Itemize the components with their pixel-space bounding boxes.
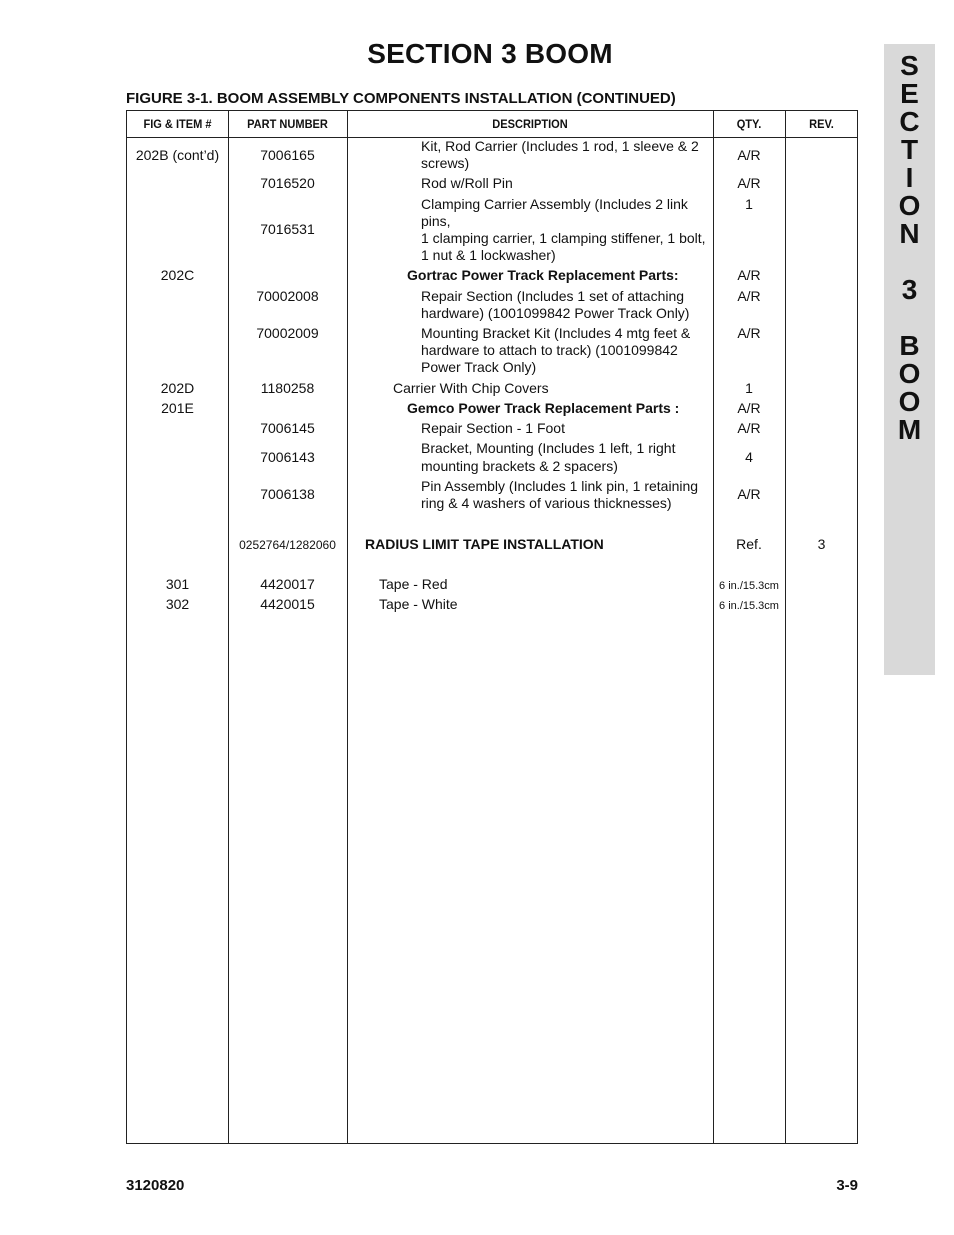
tab-letter: I xyxy=(905,162,914,193)
page-title: SECTION 3 BOOM xyxy=(367,38,613,69)
column-divider xyxy=(228,111,229,1143)
row-qty: A/R xyxy=(737,325,761,341)
row-desc-line: Kit, Rod Carrier (Includes 1 rod, 1 sleeve & 2 xyxy=(421,138,699,154)
row-qty: A/R xyxy=(737,267,761,283)
row-desc-line: 1 clamping carrier, 1 clamping stiffener, 1 bolt, xyxy=(421,230,706,246)
row-qty: A/R xyxy=(737,288,761,304)
tab-letter: S xyxy=(900,50,919,81)
row-desc-line: Tape - White xyxy=(379,596,458,612)
row-qty: 1 xyxy=(745,380,753,396)
row-qty: 1 xyxy=(745,196,753,212)
row-fig: 202D xyxy=(160,380,195,396)
row-desc-line: mounting brackets & 2 spacers) xyxy=(421,458,618,474)
row-qty: Ref. xyxy=(736,536,762,552)
row-part: 4420017 xyxy=(260,576,315,592)
row-desc-line: Carrier With Chip Covers xyxy=(393,380,549,396)
column-divider xyxy=(785,111,786,1143)
figure-caption: FIGURE 3-1. BOOM ASSEMBLY COMPONENTS INSTALLATION (CONTINUED) xyxy=(126,90,676,107)
header-desc: DESCRIPTION xyxy=(492,117,568,131)
row-desc-line: ring & 4 washers of various thicknesses) xyxy=(421,495,672,511)
page-number: 3-9 xyxy=(836,1177,858,1194)
row-qty: A/R xyxy=(737,420,761,436)
row-desc-line: Repair Section - 1 Foot xyxy=(421,420,565,436)
row-part: 70002009 xyxy=(256,325,319,341)
row-part: 7016520 xyxy=(260,175,315,191)
row-qty: A/R xyxy=(737,147,761,163)
row-desc-line: Tape - Red xyxy=(379,576,448,592)
tab-letter: 3 xyxy=(901,274,918,305)
row-desc-line: screws) xyxy=(421,155,470,171)
row-qty: A/R xyxy=(737,175,761,191)
row-fig: 301 xyxy=(165,576,190,592)
tab-letter: O xyxy=(898,190,921,221)
row-part: 7006138 xyxy=(260,486,315,502)
tab-letter: M xyxy=(897,414,922,445)
header-part: PART NUMBER xyxy=(247,117,328,131)
tab-letter: T xyxy=(900,134,919,165)
header-fig: FIG & ITEM # xyxy=(143,117,212,131)
row-fig: 201E xyxy=(161,400,194,416)
row-part: 70002008 xyxy=(256,288,319,304)
row-desc-line: Mounting Bracket Kit (Includes 4 mtg feet & xyxy=(421,325,691,341)
column-divider xyxy=(713,111,714,1143)
tab-letter: O xyxy=(898,358,921,389)
row-part: 1180258 xyxy=(260,380,315,396)
row-desc-line: hardware to attach to track) (1001099842 xyxy=(421,342,678,358)
document-number: 3120820 xyxy=(126,1177,185,1194)
row-desc-line: Power Track Only) xyxy=(421,359,537,375)
row-part: 7016531 xyxy=(260,221,315,237)
row-desc-line: 1 nut & 1 lockwasher) xyxy=(421,247,556,263)
row-qty: A/R xyxy=(737,400,761,416)
row-fig: 202B (cont’d) xyxy=(135,147,220,163)
tab-letter: O xyxy=(898,386,921,417)
row-qty: 4 xyxy=(745,449,753,465)
row-desc-line: Bracket, Mounting (Includes 1 left, 1 right xyxy=(421,440,676,456)
row-qty: A/R xyxy=(737,486,761,502)
column-divider xyxy=(347,111,348,1143)
header-qty: QTY. xyxy=(736,117,762,131)
row-part: 7006145 xyxy=(260,420,315,436)
row-desc-line: Gortrac Power Track Replacement Parts: xyxy=(407,267,679,283)
row-part: 7006165 xyxy=(260,147,315,163)
header-rev: REV. xyxy=(809,117,834,131)
row-desc-line: Clamping Carrier Assembly (Includes 2 link xyxy=(421,196,688,212)
row-desc-line: Pin Assembly (Includes 1 link pin, 1 retaining xyxy=(421,478,699,494)
row-part: 0252764/1282060 xyxy=(239,538,336,552)
tab-letter: N xyxy=(899,218,920,249)
row-desc-line: Rod w/Roll Pin xyxy=(421,175,513,191)
row-desc-line: Gemco Power Track Replacement Parts : xyxy=(407,400,680,416)
row-desc-line: RADIUS LIMIT TAPE INSTALLATION xyxy=(365,536,604,552)
row-rev: 3 xyxy=(817,536,826,552)
row-fig: 202C xyxy=(160,267,195,283)
row-part: 4420015 xyxy=(260,596,315,612)
row-part: 7006143 xyxy=(260,449,315,465)
row-desc-line: hardware) (1001099842 Power Track Only) xyxy=(421,305,690,321)
row-desc-line: Repair Section (Includes 1 set of attaching xyxy=(421,288,685,304)
parts-table xyxy=(126,110,858,1144)
tab-letter: E xyxy=(900,78,919,109)
tab-letter: B xyxy=(899,330,920,361)
row-qty: 6 in./15.3cm xyxy=(719,600,779,612)
row-fig: 302 xyxy=(165,596,190,612)
section-tab xyxy=(884,44,935,675)
row-qty: 6 in./15.3cm xyxy=(719,580,779,592)
row-desc-line: pins, xyxy=(421,213,451,229)
tab-letter: C xyxy=(899,106,920,137)
